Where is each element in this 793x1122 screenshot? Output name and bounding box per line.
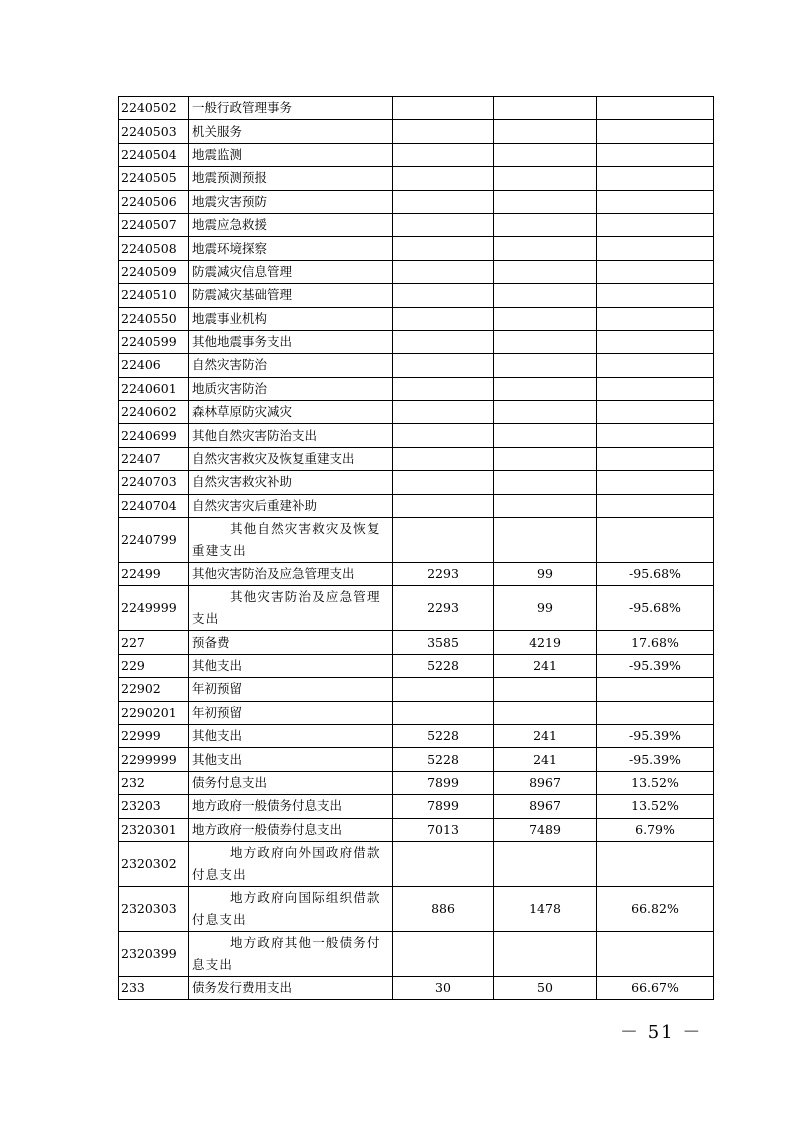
row-name: 自然灾害救灾及恢复重建支出: [189, 447, 393, 470]
table-body: [119, 97, 714, 1000]
table-row: [119, 377, 714, 400]
row-change-pct: 6.79%: [597, 818, 714, 841]
row-value-2: [494, 931, 597, 976]
row-code: 2240599: [119, 330, 189, 353]
row-code: 2240502: [119, 97, 189, 120]
table-row: [119, 213, 714, 236]
row-value-2: [494, 494, 597, 517]
row-value-2: [494, 401, 597, 424]
table-row: [119, 518, 714, 563]
row-value-2: 1478: [494, 886, 597, 931]
row-code: 233: [119, 976, 189, 999]
row-change-pct: -95.68%: [597, 563, 714, 586]
row-code: 2240506: [119, 190, 189, 213]
row-value-1: [393, 354, 494, 377]
row-value-2: 7489: [494, 818, 597, 841]
row-change-pct: 13.52%: [597, 771, 714, 794]
table-row: [119, 818, 714, 841]
row-code: 2240704: [119, 494, 189, 517]
row-change-pct: [597, 354, 714, 377]
row-value-1: [393, 143, 494, 166]
row-change-pct: 13.52%: [597, 795, 714, 818]
row-change-pct: [597, 518, 714, 563]
row-value-1: [393, 284, 494, 307]
row-code: 2240703: [119, 471, 189, 494]
row-value-1: [393, 190, 494, 213]
row-name: 自然灾害灾后重建补助: [189, 494, 393, 517]
row-change-pct: [597, 701, 714, 724]
row-name: 一般行政管理事务: [189, 97, 393, 120]
table-row: [119, 841, 714, 886]
row-value-2: [494, 190, 597, 213]
table-row: [119, 678, 714, 701]
row-change-pct: [597, 284, 714, 307]
table-row: [119, 330, 714, 353]
row-name: 自然灾害救灾补助: [189, 471, 393, 494]
row-name: 债务发行费用支出: [189, 976, 393, 999]
row-value-1: [393, 377, 494, 400]
table-row: [119, 190, 714, 213]
row-name: 其他自然灾害防治支出: [189, 424, 393, 447]
row-change-pct: [597, 97, 714, 120]
row-change-pct: [597, 190, 714, 213]
row-value-1: 2293: [393, 563, 494, 586]
row-value-2: [494, 260, 597, 283]
row-name: 地方政府向外国政府借款付息支出: [189, 841, 393, 886]
row-value-1: [393, 678, 494, 701]
row-value-1: [393, 471, 494, 494]
row-name: 其他支出: [189, 654, 393, 677]
row-name: 其他支出: [189, 748, 393, 771]
row-code: 2249999: [119, 586, 189, 631]
row-value-1: [393, 307, 494, 330]
table-row: [119, 724, 714, 747]
row-code: 2240699: [119, 424, 189, 447]
row-name: 机关服务: [189, 120, 393, 143]
row-code: 2240601: [119, 377, 189, 400]
row-name: 地震事业机构: [189, 307, 393, 330]
table-row: [119, 237, 714, 260]
budget-table: [118, 96, 714, 1000]
row-name: 其他地震事务支出: [189, 330, 393, 353]
table-row: [119, 120, 714, 143]
table-row: [119, 931, 714, 976]
row-value-1: 5228: [393, 724, 494, 747]
row-value-1: [393, 841, 494, 886]
row-change-pct: [597, 931, 714, 976]
page-number: － 51 －: [620, 1022, 703, 1043]
row-name: 地方政府一般债务付息支出: [189, 795, 393, 818]
row-value-2: [494, 213, 597, 236]
table-row: [119, 631, 714, 654]
row-value-1: [393, 167, 494, 190]
row-name: 年初预留: [189, 678, 393, 701]
row-code: 2240505: [119, 167, 189, 190]
row-change-pct: -95.39%: [597, 748, 714, 771]
row-value-2: [494, 678, 597, 701]
row-change-pct: 66.82%: [597, 886, 714, 931]
row-value-2: 241: [494, 654, 597, 677]
table-row: [119, 167, 714, 190]
row-change-pct: -95.39%: [597, 654, 714, 677]
row-change-pct: [597, 447, 714, 470]
row-value-1: 5228: [393, 748, 494, 771]
row-value-2: [494, 424, 597, 447]
row-code: 2240508: [119, 237, 189, 260]
row-value-2: [494, 143, 597, 166]
table-row: [119, 260, 714, 283]
row-name: 其他灾害防治及应急管理支出: [189, 586, 393, 631]
table-row: [119, 424, 714, 447]
row-value-1: [393, 424, 494, 447]
table-row: [119, 284, 714, 307]
row-code: 2240509: [119, 260, 189, 283]
row-value-1: [393, 447, 494, 470]
table-row: [119, 886, 714, 931]
row-change-pct: 66.67%: [597, 976, 714, 999]
row-change-pct: [597, 841, 714, 886]
row-change-pct: [597, 167, 714, 190]
table-row: [119, 471, 714, 494]
row-name: 地震预测预报: [189, 167, 393, 190]
row-value-1: [393, 97, 494, 120]
row-value-1: [393, 237, 494, 260]
row-name: 地方政府向国际组织借款付息支出: [189, 886, 393, 931]
row-code: 2240503: [119, 120, 189, 143]
row-code: 23203: [119, 795, 189, 818]
table-row: [119, 143, 714, 166]
row-value-2: 99: [494, 563, 597, 586]
row-name: 地震灾害预防: [189, 190, 393, 213]
row-code: 2320302: [119, 841, 189, 886]
row-code: 2240510: [119, 284, 189, 307]
row-name: 森林草原防灾减灾: [189, 401, 393, 424]
row-code: 229: [119, 654, 189, 677]
row-value-2: 4219: [494, 631, 597, 654]
row-value-1: [393, 401, 494, 424]
row-value-2: [494, 354, 597, 377]
row-change-pct: 17.68%: [597, 631, 714, 654]
row-value-1: [393, 213, 494, 236]
row-code: 232: [119, 771, 189, 794]
row-code: 22407: [119, 447, 189, 470]
row-value-2: [494, 841, 597, 886]
row-code: 2240507: [119, 213, 189, 236]
row-code: 2299999: [119, 748, 189, 771]
row-code: 22406: [119, 354, 189, 377]
row-name: 债务付息支出: [189, 771, 393, 794]
row-value-2: [494, 167, 597, 190]
row-value-2: [494, 447, 597, 470]
row-value-2: 99: [494, 586, 597, 631]
row-value-2: [494, 330, 597, 353]
row-name: 地震监测: [189, 143, 393, 166]
row-value-2: 8967: [494, 795, 597, 818]
table-row: [119, 748, 714, 771]
table-row: [119, 447, 714, 470]
table-row: [119, 401, 714, 424]
row-name: 地方政府其他一般债务付息支出: [189, 931, 393, 976]
table-row: [119, 976, 714, 999]
row-code: 2240504: [119, 143, 189, 166]
row-change-pct: [597, 237, 714, 260]
row-name: 年初预留: [189, 701, 393, 724]
row-value-1: 30: [393, 976, 494, 999]
row-name: 预备费: [189, 631, 393, 654]
row-code: 2320399: [119, 931, 189, 976]
table-row: [119, 354, 714, 377]
row-change-pct: [597, 377, 714, 400]
table-row: [119, 586, 714, 631]
row-value-1: 7899: [393, 771, 494, 794]
row-change-pct: [597, 330, 714, 353]
row-value-1: [393, 120, 494, 143]
table-row: [119, 771, 714, 794]
row-name: 防震减灾基础管理: [189, 284, 393, 307]
row-value-2: [494, 518, 597, 563]
row-name: 其他支出: [189, 724, 393, 747]
row-change-pct: [597, 260, 714, 283]
table-row: [119, 563, 714, 586]
row-value-2: 241: [494, 748, 597, 771]
row-value-1: [393, 518, 494, 563]
row-name: 地方政府一般债券付息支出: [189, 818, 393, 841]
row-change-pct: [597, 401, 714, 424]
row-code: 2240602: [119, 401, 189, 424]
row-value-1: [393, 701, 494, 724]
row-change-pct: -95.39%: [597, 724, 714, 747]
row-name: 自然灾害防治: [189, 354, 393, 377]
row-name: 地质灾害防治: [189, 377, 393, 400]
row-value-2: 50: [494, 976, 597, 999]
table-row: [119, 654, 714, 677]
row-value-1: 7013: [393, 818, 494, 841]
row-code: 22999: [119, 724, 189, 747]
row-code: 2240550: [119, 307, 189, 330]
row-name: 其他灾害防治及应急管理支出: [189, 563, 393, 586]
row-change-pct: [597, 494, 714, 517]
row-value-2: [494, 307, 597, 330]
row-value-2: [494, 471, 597, 494]
row-value-2: [494, 120, 597, 143]
row-value-1: [393, 260, 494, 283]
row-change-pct: [597, 424, 714, 447]
row-code: 2320303: [119, 886, 189, 931]
row-code: 2240799: [119, 518, 189, 563]
row-code: 2290201: [119, 701, 189, 724]
row-change-pct: [597, 143, 714, 166]
row-name: 地震应急救援: [189, 213, 393, 236]
row-value-1: 7899: [393, 795, 494, 818]
row-value-1: [393, 330, 494, 353]
row-value-2: 241: [494, 724, 597, 747]
row-value-2: [494, 97, 597, 120]
row-value-1: [393, 931, 494, 976]
row-code: 22902: [119, 678, 189, 701]
row-value-2: [494, 701, 597, 724]
row-change-pct: [597, 307, 714, 330]
row-change-pct: -95.68%: [597, 586, 714, 631]
row-code: 227: [119, 631, 189, 654]
row-change-pct: [597, 471, 714, 494]
table-row: [119, 701, 714, 724]
row-value-1: 3585: [393, 631, 494, 654]
row-name: 地震环境探察: [189, 237, 393, 260]
table-row: [119, 795, 714, 818]
row-code: 22499: [119, 563, 189, 586]
row-name: 防震减灾信息管理: [189, 260, 393, 283]
row-value-2: [494, 284, 597, 307]
row-value-1: 886: [393, 886, 494, 931]
row-value-1: 2293: [393, 586, 494, 631]
row-change-pct: [597, 678, 714, 701]
row-value-2: [494, 237, 597, 260]
row-code: 2320301: [119, 818, 189, 841]
row-name: 其他自然灾害救灾及恢复重建支出: [189, 518, 393, 563]
row-value-2: 8967: [494, 771, 597, 794]
table-row: [119, 307, 714, 330]
table-row: [119, 97, 714, 120]
row-value-1: [393, 494, 494, 517]
row-change-pct: [597, 213, 714, 236]
row-change-pct: [597, 120, 714, 143]
row-value-2: [494, 377, 597, 400]
row-value-1: 5228: [393, 654, 494, 677]
table-row: [119, 494, 714, 517]
